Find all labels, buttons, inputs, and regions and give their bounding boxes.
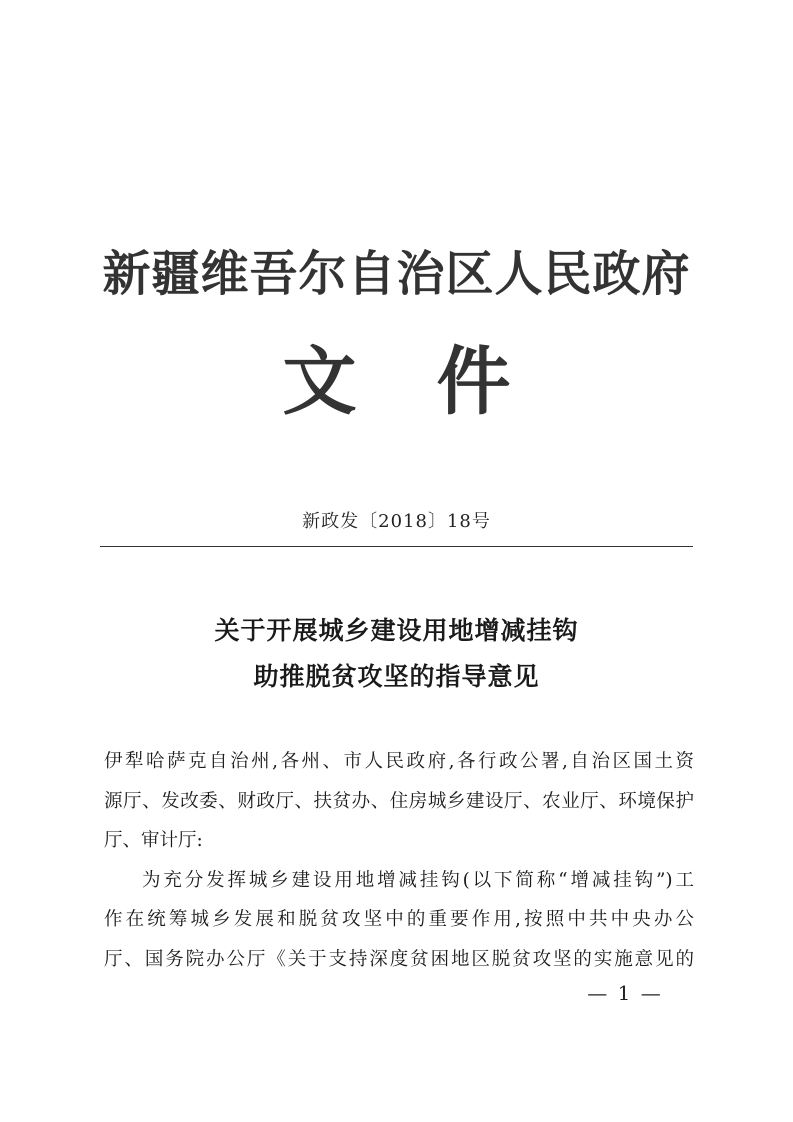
document-type-heading [0, 332, 793, 432]
body-line-paragraph: 厅、国务院办公厅《关于支持深度贫困地区脱贫攻坚的实施意见的 [104, 948, 694, 970]
body-line-addressees: 伊犁哈萨克自治州,各州、市人民政府,各行政公署,自治区国土资 [104, 751, 694, 772]
issuing-authority: 新疆维吾尔自治区人民政府 [102, 246, 691, 302]
document-type-char-1: 文 [282, 339, 357, 425]
body-line-addressees: 厅、审计厅: [104, 830, 203, 851]
title-line: 关于开展城乡建设用地增减挂钩 [214, 616, 579, 645]
page-number: — 1 — [587, 981, 663, 1005]
body-line-addressees: 源厅、发改委、财政厅、扶贫办、住房城乡建设厅、农业厅、环境保护 [104, 790, 694, 812]
body-line-paragraph: 作在统筹城乡发展和脱贫攻坚中的重要作用,按照中共中央办公 [104, 909, 694, 930]
title-line: 助推脱贫攻坚的指导意见 [253, 662, 540, 691]
document-body [104, 742, 694, 979]
document-type-char-2: 件 [436, 339, 511, 425]
header-divider [100, 546, 693, 547]
document-number: 新政发〔2018〕18号 [302, 511, 491, 532]
document-title [0, 608, 793, 700]
body-line-paragraph: 为充分发挥城乡建设用地增减挂钩(以下简称“增减挂钩”)工 [142, 869, 694, 891]
